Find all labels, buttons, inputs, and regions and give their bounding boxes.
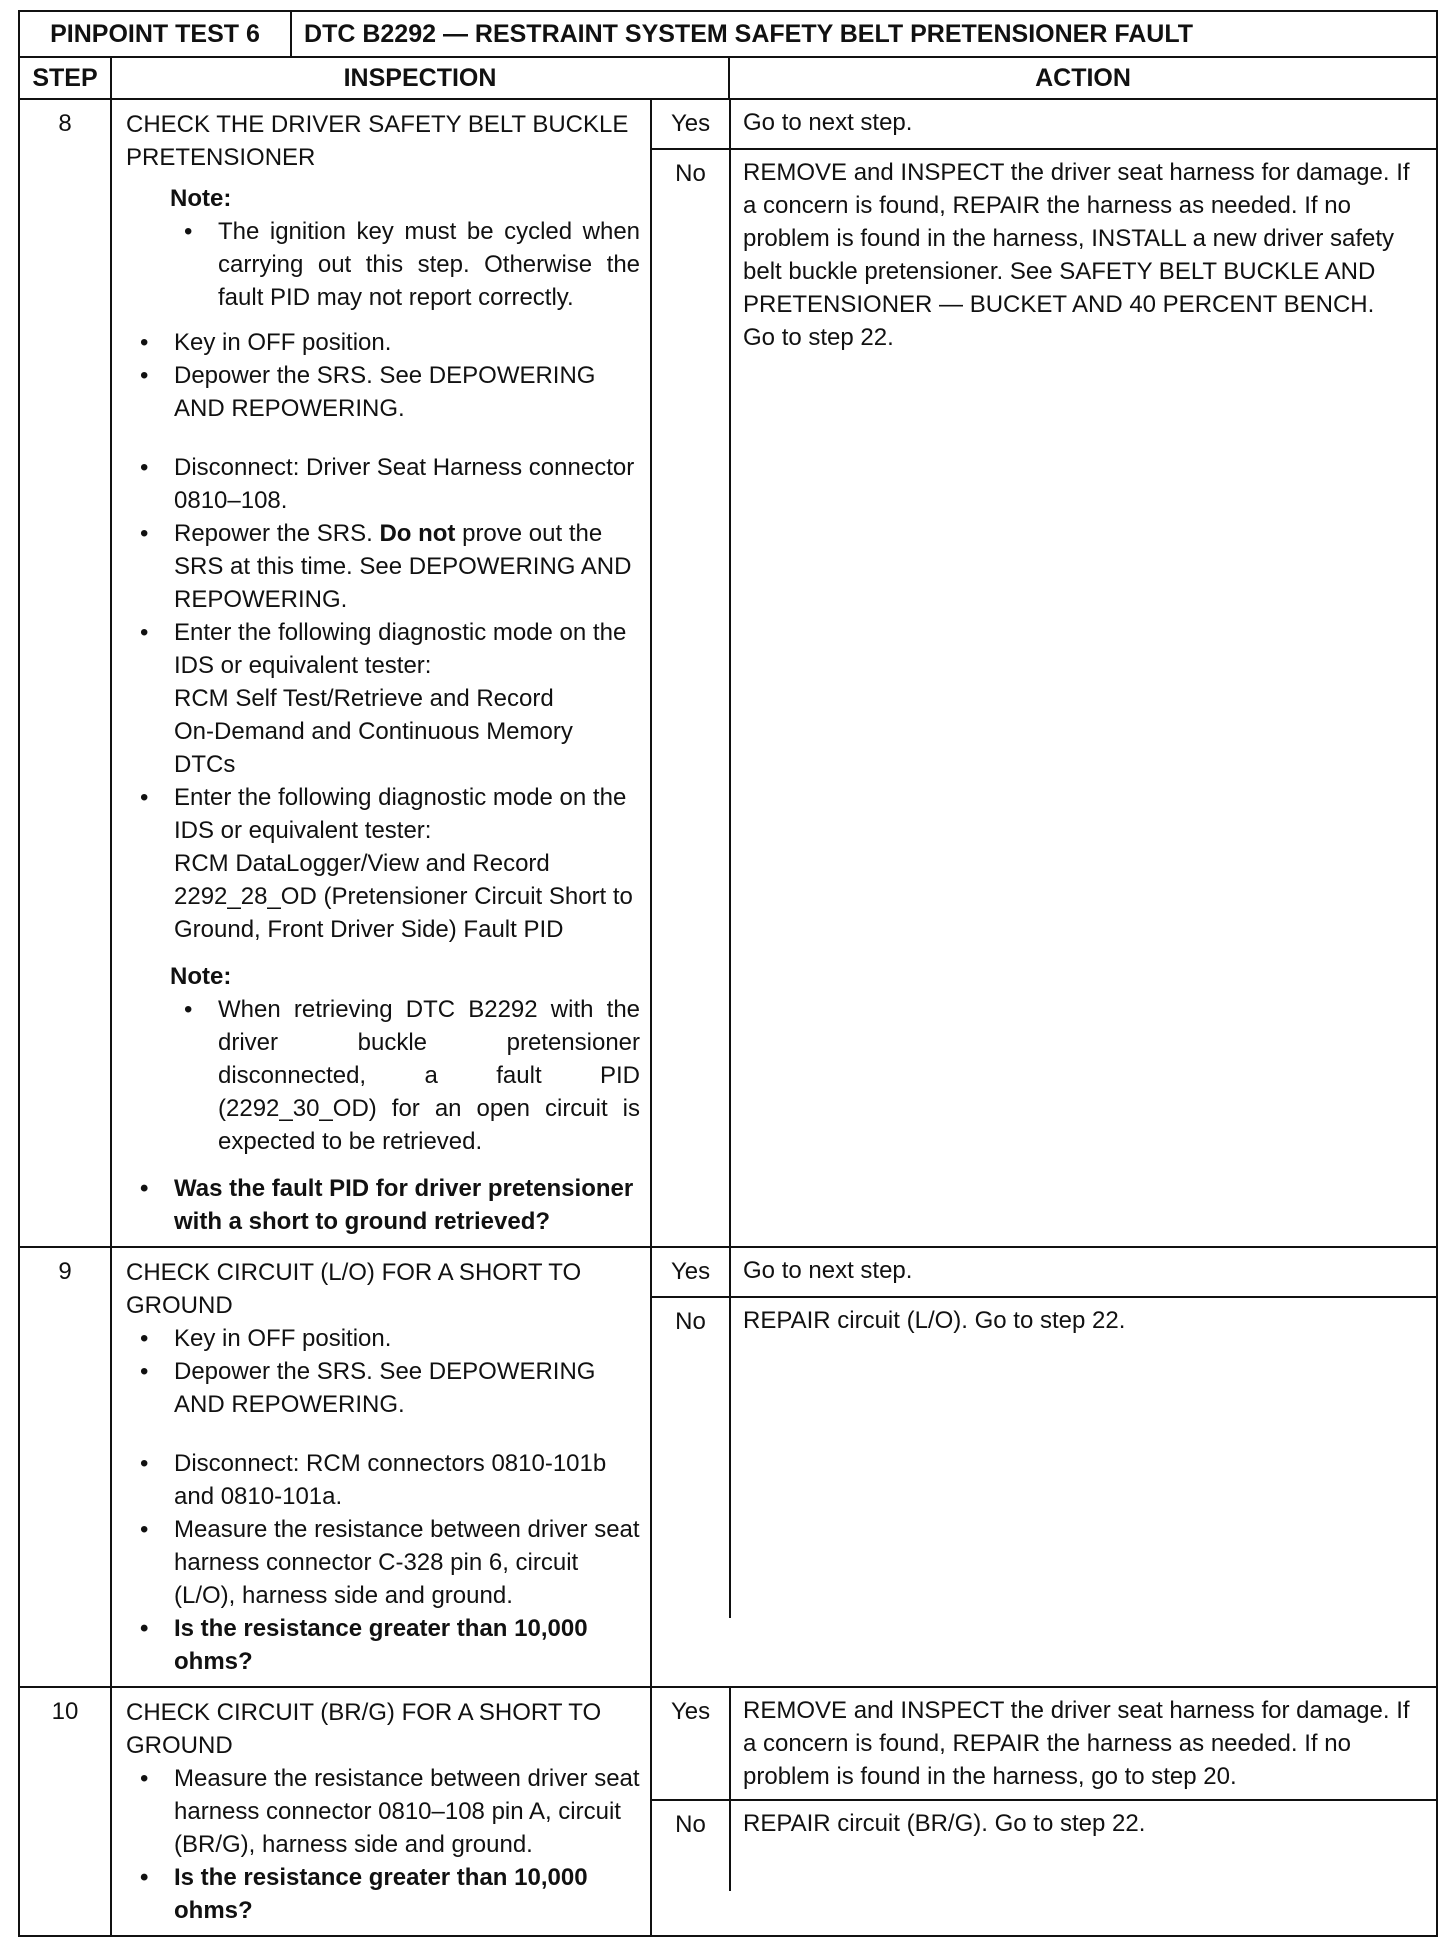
inspection-cell	[111, 1247, 651, 1687]
column-header-row	[19, 57, 1437, 99]
yes-action: Go to next step.	[730, 100, 1436, 149]
inspection-bullets	[126, 326, 640, 425]
step-row-10	[19, 1687, 1437, 1936]
note-heading: Note:	[170, 963, 232, 990]
no-action: REPAIR circuit (L/O). Go to step 22.	[730, 1297, 1436, 1618]
no-label: No	[652, 149, 730, 1246]
no-label: No	[652, 1297, 730, 1618]
step-number: 9	[19, 1247, 111, 1687]
step-row-9	[19, 1247, 1437, 1687]
inspection-title: CHECK CIRCUIT (L/O) FOR A SHORT TO GROUND	[126, 1259, 582, 1319]
inspection-bullets	[126, 1762, 640, 1927]
inspection-bullets	[126, 451, 640, 946]
inspection-bullet: • Depower the SRS. See DEPOWERING AND REPOWERING.	[126, 359, 640, 425]
dtc-title: DTC B2292 — RESTRAINT SYSTEM SAFETY BELT PRETENSIONER FAULT	[291, 11, 1437, 57]
note-block	[170, 182, 640, 314]
inspection-bullet: • Key in OFF position.	[126, 326, 640, 359]
result-cell	[651, 1687, 1437, 1936]
table-title-row	[19, 11, 1437, 57]
step-number: 10	[19, 1687, 111, 1936]
note-heading: Note:	[170, 185, 232, 212]
note-text: • The ignition key must be cycled when carrying out this step. Otherwise the fault PID may not report correctly.	[170, 215, 640, 314]
no-action: REPAIR circuit (BR/G). Go to step 22.	[730, 1800, 1436, 1891]
note-block	[170, 960, 640, 1158]
result-cell	[651, 99, 1437, 1247]
yes-action: Go to next step.	[730, 1248, 1436, 1297]
step-number: 8	[19, 99, 111, 1247]
inspection-bullet: • Enter the following diagnostic mode on the IDS or equivalent tester: RCM DataLogger/View and Record 2292_28_OD (Pretensioner Circuit Short to Ground, Front Driver Side) Fault PID	[126, 781, 640, 946]
inspection-cell	[111, 99, 651, 1247]
inspection-question: • Was the fault PID for driver pretensioner with a short to ground retrieved?	[126, 1172, 640, 1238]
inspection-bullet: • Repower the SRS. Do not prove out the SRS at this time. See DEPOWERING AND REPOWERING.	[126, 517, 640, 616]
inspection-title: CHECK CIRCUIT (BR/G) FOR A SHORT TO GROUND	[126, 1699, 602, 1759]
inspection-bullets	[126, 1447, 640, 1678]
inspection-question: • Is the resistance greater than 10,000 ohms?	[126, 1612, 640, 1678]
inspection-bullet: • Disconnect: Driver Seat Harness connector 0810–108.	[126, 451, 640, 517]
yes-label: Yes	[652, 1688, 730, 1800]
step-column-header: STEP	[19, 57, 111, 99]
inspection-column-header: INSPECTION	[111, 57, 729, 99]
pinpoint-test-sheet	[18, 10, 1436, 1937]
no-action: REMOVE and INSPECT the driver seat harness for damage. If a concern is found, REPAIR the harness as needed. If no problem is found in the harness, INSTALL a new driver safety belt buckle pretensioner. See SAFETY BELT BUCKLE AND PRETENSIONER — BUCKET AND 40 PERCENT BENCH. Go to step 22.	[730, 149, 1436, 1246]
inspection-cell	[111, 1687, 651, 1936]
inspection-bullet: • Measure the resistance between driver seat harness connector 0810–108 pin A, circuit (BR/G), harness side and ground.	[126, 1762, 640, 1861]
pinpoint-test-table	[18, 10, 1438, 1937]
result-cell	[651, 1247, 1437, 1687]
pinpoint-test-label: PINPOINT TEST 6	[19, 11, 291, 57]
step-row-8	[19, 99, 1437, 1247]
action-column-header: ACTION	[729, 57, 1437, 99]
inspection-bullet: • Enter the following diagnostic mode on the IDS or equivalent tester: RCM Self Test/Retrieve and Record On-Demand and Continuous Memory DTCs	[126, 616, 640, 781]
yes-label: Yes	[652, 100, 730, 149]
inspection-title: CHECK THE DRIVER SAFETY BELT BUCKLE PRETENSIONER	[126, 111, 629, 171]
inspection-bullet: • Measure the resistance between driver seat harness connector C-328 pin 6, circuit (L/O), harness side and ground.	[126, 1513, 640, 1612]
inspection-bullets	[126, 1322, 640, 1421]
no-label: No	[652, 1800, 730, 1891]
yes-label: Yes	[652, 1248, 730, 1297]
yes-action: REMOVE and INSPECT the driver seat harness for damage. If a concern is found, REPAIR the harness as needed. If no problem is found in the harness, go to step 20.	[730, 1688, 1436, 1800]
note-text: • When retrieving DTC B2292 with the driver buckle pretensioner disconnected, a fault PID (2292_30_OD) for an open circuit is expected to be retrieved.	[170, 993, 640, 1158]
inspection-question: • Is the resistance greater than 10,000 ohms?	[126, 1861, 640, 1927]
inspection-bullet: • Disconnect: RCM connectors 0810-101b and 0810-101a.	[126, 1447, 640, 1513]
inspection-bullet: • Key in OFF position.	[126, 1322, 640, 1355]
inspection-bullet: • Depower the SRS. See DEPOWERING AND REPOWERING.	[126, 1355, 640, 1421]
